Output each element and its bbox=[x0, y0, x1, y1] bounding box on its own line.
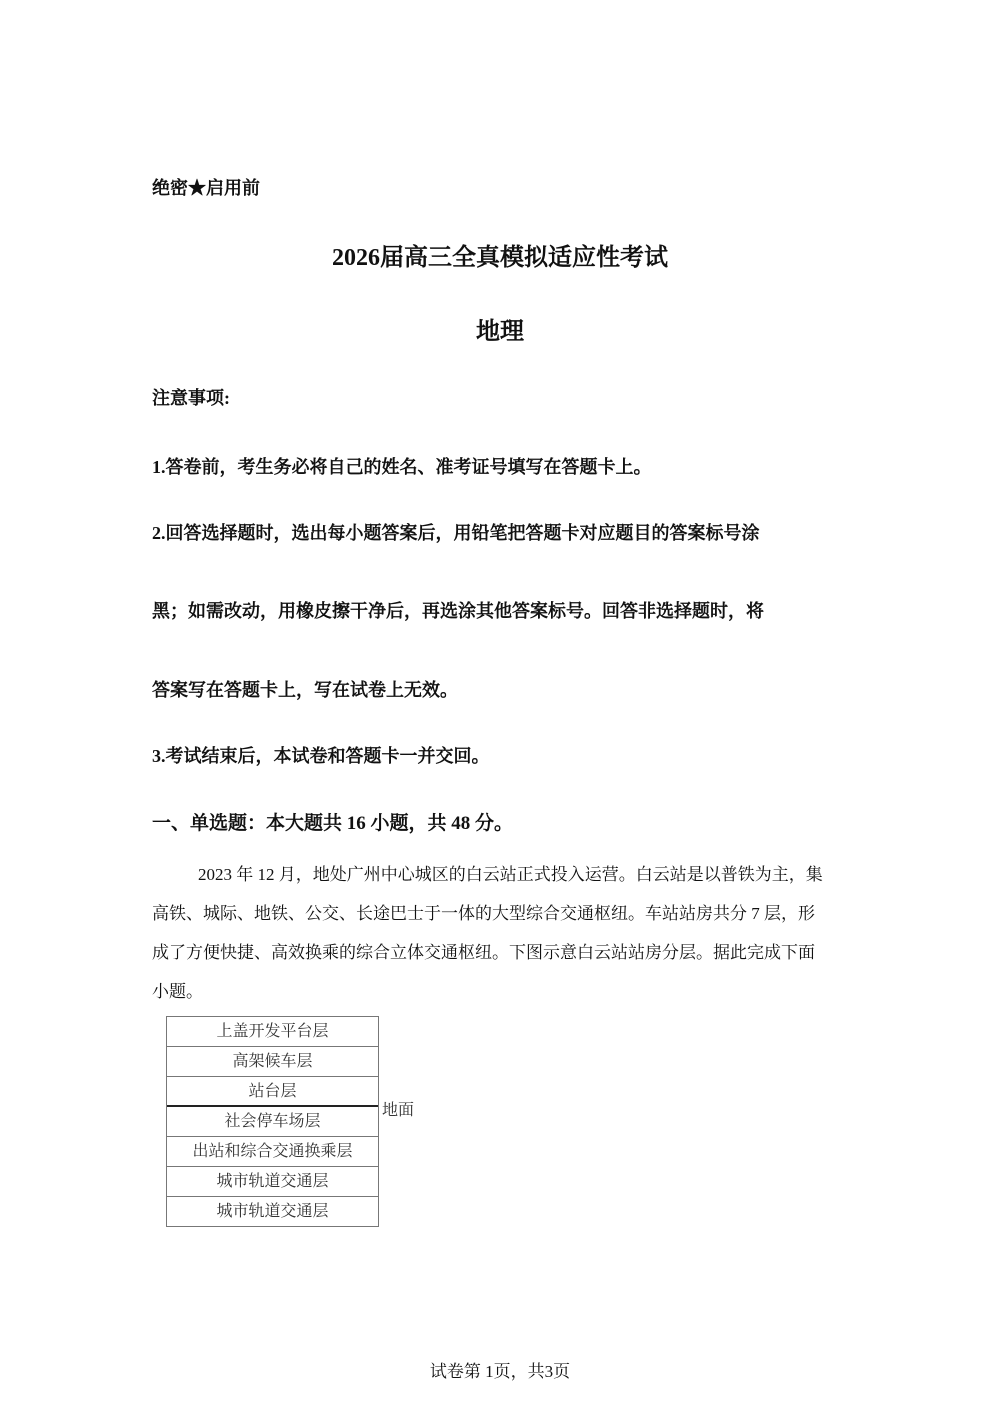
passage-line: 成了方便快捷、高效换乘的综合立体交通枢纽。下图示意白云站站房分层。据此完成下面 bbox=[152, 943, 815, 962]
passage-line: 小题。 bbox=[152, 982, 203, 1001]
subject-title: 地理 bbox=[476, 319, 524, 345]
secret-label: 绝密★启用前 bbox=[152, 178, 260, 198]
notice-heading: 注意事项: bbox=[152, 388, 230, 408]
layer-row: 出站和综合交通换乘层 bbox=[167, 1137, 378, 1167]
layer-row: 高架候车层 bbox=[167, 1047, 378, 1077]
passage bbox=[152, 855, 852, 1011]
section-title: 一、单选题：本大题共 16 小题，共 48 分。 bbox=[152, 813, 514, 834]
ground-label: 地面 bbox=[382, 1102, 415, 1119]
notice-item-2-end: 答案写在答题卡上，写在试卷上无效。 bbox=[152, 680, 458, 700]
layer-row: 上盖开发平台层 bbox=[167, 1017, 378, 1047]
exam-title: 2026届高三全真模拟适应性考试 bbox=[332, 245, 668, 271]
notice-item-2-cont: 黑；如需改动，用橡皮擦干净后，再选涂其他答案标号。回答非选择题时，将 bbox=[152, 601, 764, 621]
passage-line: 高铁、城际、地铁、公交、长途巴士于一体的大型综合交通枢纽。车站站房共分 7 层，形 bbox=[152, 904, 815, 923]
layer-row: 城市轨道交通层 bbox=[167, 1167, 378, 1197]
notice-item-2: 2.回答选择题时，选出每小题答案后，用铅笔把答题卡对应题目的答案标号涂 bbox=[152, 523, 760, 543]
notice-item-3: 3.考试结束后，本试卷和答题卡一并交回。 bbox=[152, 746, 490, 766]
layer-row: 社会停车场层 bbox=[167, 1107, 378, 1137]
page-footer: 试卷第 1页，共3页 bbox=[429, 1362, 571, 1381]
station-layer-diagram bbox=[166, 1016, 379, 1227]
notice-item-1: 1.答卷前，考生务必将自己的姓名、准考证号填写在答题卡上。 bbox=[152, 457, 652, 477]
passage-line: 2023 年 12 月，地处广州中心城区的白云站正式投入运营。白云站是以普铁为主，集 bbox=[198, 865, 823, 884]
layer-row: 站台层 bbox=[167, 1077, 378, 1107]
layer-row: 城市轨道交通层 bbox=[167, 1197, 378, 1227]
